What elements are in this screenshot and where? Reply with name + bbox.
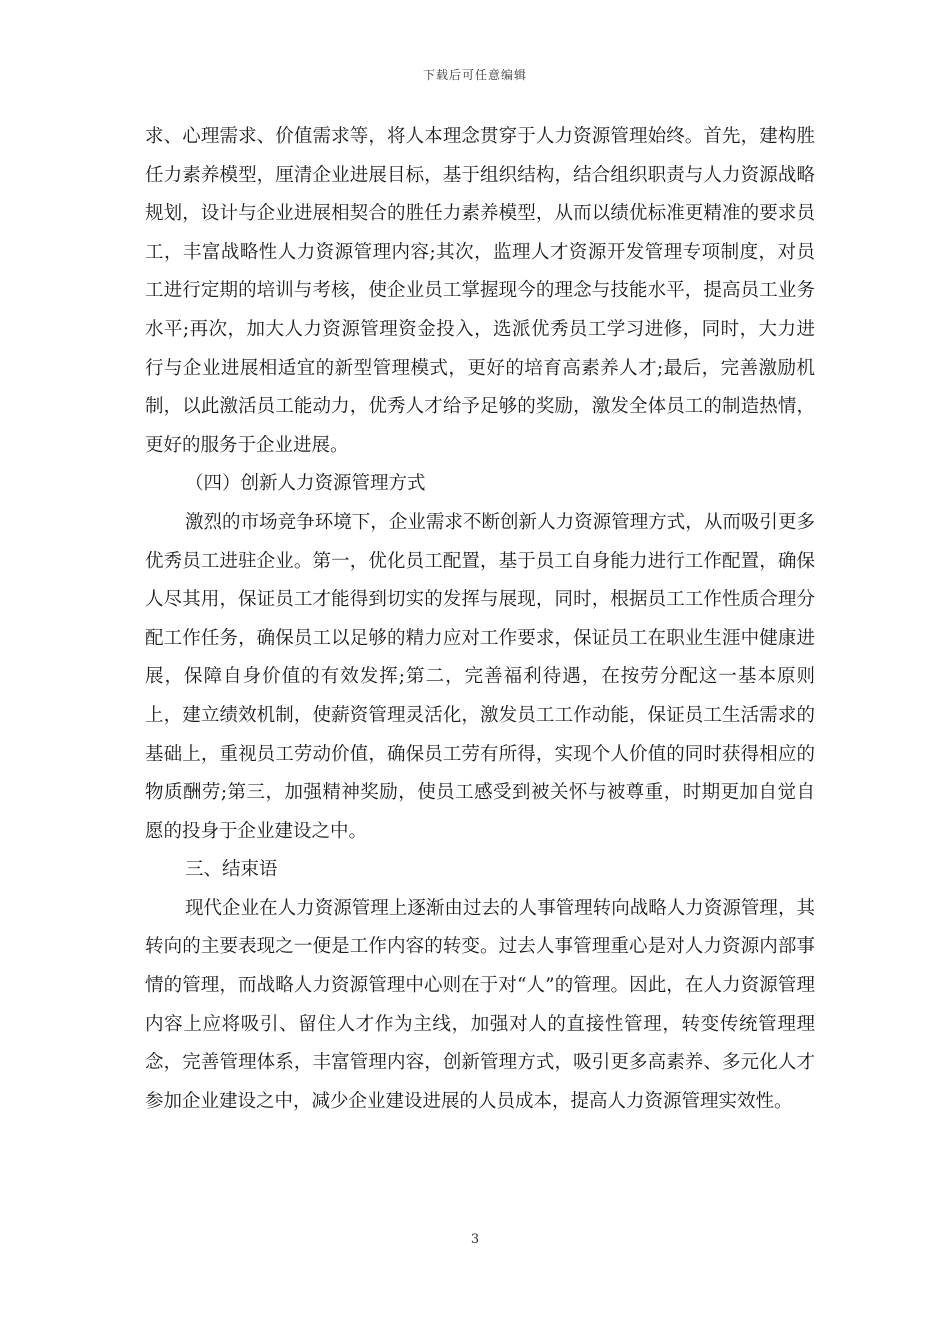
page-number: 3 bbox=[470, 1232, 480, 1247]
paragraph-conclusion: 现代企业在人力资源管理上逐渐由过去的人事管理转向战略人力资源管理，其转向的主要表现之一便是工作内容的转变。过去人事管理重心是对人力资源内部事情的管理，而战略人力资源管理中心则在于对“人”的管理。因此，在人力资源管理内容上应将吸引、留住人才作为主线，加强对人的直接性管理，转变传统管理理念，完善管理体系，丰富管理内容，创新管理方式，吸引更多高素养、多元化人才参加企业建设之中，减少企业建设进展的人员成本，提高人力资源管理实效性。 bbox=[145, 897, 815, 1112]
paragraph-innovation: 激烈的市场竞争环境下，企业需求不断创新人力资源管理方式，从而吸引更多优秀员工进驻企业。第一，优化员工配置，基于员工自身能力进行工作配置，确保人尽其用，保证员工才能得到切实的发挥与展现，同时，根据员工工作性质合理分配工作任务，确保员工以足够的精力应对工作要求，保证员工在职业生涯中健康进展，保障自身价值的有效发挥;第二，完善福利待遇，在按劳分配这一基本原则上，建立绩效机制，使薪资管理灵活化，激发员工工作动能，保证员工生活需求的基础上，重视员工劳动价值，确保员工劳有所得，实现个人价值的同时获得相应的物质酬劳;第三，加强精神奖励，使员工感受到被关怀与被尊重，时期更加自觉自愿的投身于企业建设之中。 bbox=[145, 511, 815, 842]
document-body bbox=[145, 118, 815, 1121]
paragraph-talent-development: 求、心理需求、价值需求等，将人本理念贯穿于人力资源管理始终。首先，建构胜任力素养模型，厘清企业进展目标，基于组织结构，结合组织职责与人力资源战略规划，设计与企业进展相契合的胜任力素养模型，从而以绩优标准更精准的要求员工，丰富战略性人力资源管理内容;其次，监理人才资源开发管理专项制度，对员工进行定期的培训与考核，使企业员工掌握现今的理念与技能水平，提高员工业务水平;再次，加大人力资源管理资金投入，选派优秀员工学习进修，同时，大力进行与企业进展相适宜的新型管理模式，更好的培育高素养人才;最后，完善激励机制，以此激活员工能动力，优秀人才给予足够的奖励，激发全体员工的制造热情，更好的服务于企业进展。 bbox=[145, 126, 815, 456]
page-header: 下载后可任意编辑 bbox=[422, 68, 527, 82]
section-heading-conclusion: 三、结束语 bbox=[185, 859, 278, 881]
section-heading-innovation: （四）创新人力资源管理方式 bbox=[185, 473, 426, 495]
